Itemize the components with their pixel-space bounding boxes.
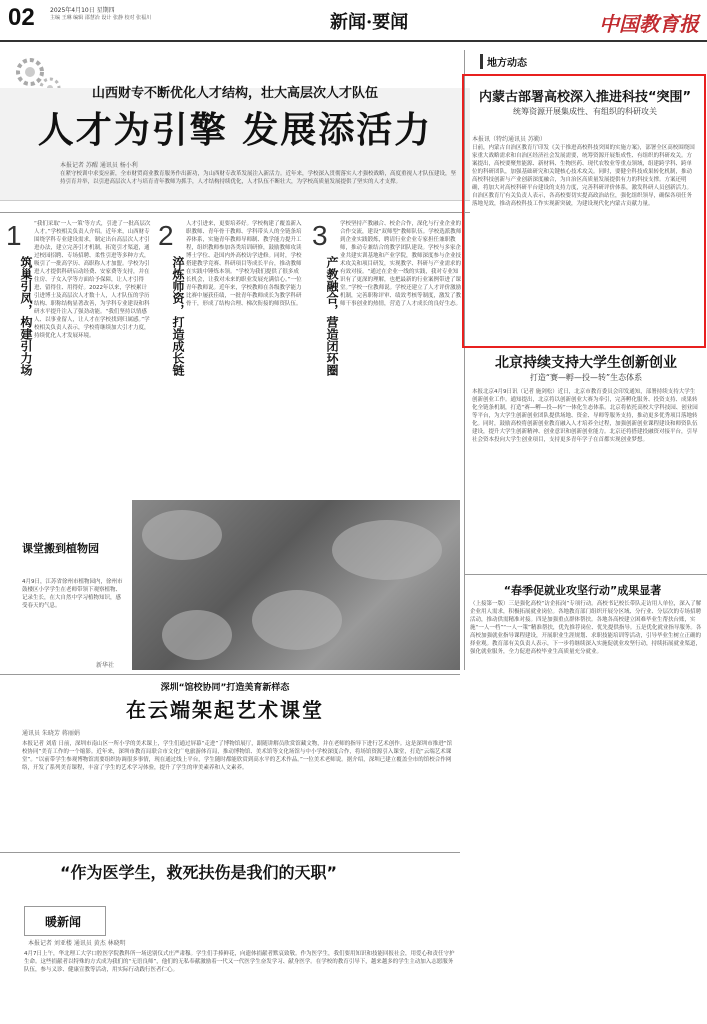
article-title-museum: 在云端架起艺术课堂: [126, 698, 324, 722]
highlight-box: [462, 74, 706, 348]
article-subtitle-beijing: 打造“赛—孵—投—转”生态体系: [529, 373, 643, 382]
main-kicker: 山西财专不断优化人才结构，壮大高层次人才队伍: [91, 86, 378, 101]
editorial-staff: 主编 王琳 编辑 邵慧冶 设计 张静 校对 张福川: [50, 15, 152, 21]
divider: [464, 574, 707, 575]
article-kicker-museum: 深圳“馆校协同”打造美育新样态: [160, 683, 290, 693]
article-title-beijing: 北京持续支持大学生创新创业: [495, 355, 677, 371]
section-number-3: 3: [312, 220, 328, 251]
section-heading-3: 产教融合，营造闭环圈: [325, 256, 339, 376]
photo-credit: 新华社: [96, 662, 115, 669]
section-title: 新闻·要闻: [330, 12, 409, 33]
article-byline-medical: 本报记者 刘亚楼 通讯员 黄杰 林晓明: [28, 940, 126, 947]
article-title-inner-mongolia: 内蒙古部署高校深入推进科技“突围”: [478, 90, 692, 105]
article-byline-inner-mongolia: 本报讯（特约通讯员 苏勤）: [472, 136, 546, 143]
article-text-medical: 4月7日上午，华北理工大学口腔医学院教科所一场送别仪式庄严肃穆。学生们手捧鲜花，向遗体捐献者默哀致敬。作为医学生，我们要用知识和技能回报社会，用爱心和责任守护生命。这些捐献者以特殊的方式成为我们的“无语良师”，他们的无私奉献激励着一代又一代医学生奋发学习、献身医学。在学校的教育引导下，越来越多的学生主动加入志愿服务队伍，参与义诊、健康宣教等活动，用实际行动践行医者仁心。: [24, 951, 455, 973]
main-byline: 本报记者 苏醒 通讯员 杨小利: [60, 162, 138, 169]
column-logo: [24, 906, 106, 936]
main-intro: 在紧守校训中求变应新，全市财贸商业教育服务作出新功，为山西财专改革发展注入新活力。近年来，学校深入贯彻落实人才强校战略，高度重视人才队伍建设，坚持引育并举，以引进高层次人才与培育青年教师为抓手，人才结构持续优化，人才队伍不断壮大，为学校高质量发展提供了坚实的人才支撑。: [60, 171, 457, 185]
divider: [0, 212, 470, 213]
section-number-1: 1: [6, 220, 22, 251]
section-heading-2: 淬炼师资，打造成长链: [171, 256, 185, 376]
article-byline-museum: 通讯员 朱晓芳 蒋丽娟: [22, 730, 80, 737]
column-name: 暖新闻: [45, 915, 82, 929]
masthead: [0, 0, 707, 42]
news-photo: [132, 500, 460, 670]
photo-caption: 4月9日，江苏省徐州市植物园内，徐州市鼓楼区小学学生在老师带领下观察植物、记录生长，在大自然中学习植物知识，感受春天的气息。: [22, 579, 123, 609]
section-text-3: 学校坚持产教融合、校企合作，深化与行业企业的合作交流，建设“双师型”教师队伍。学校选派教师到企业实践锻炼，聘请行业企业专家担任兼职教师，推动专兼结合的教学团队建设。学校与多家企业共建实训基地和产业学院，教师深度参与企业技术攻关和项目研发，实现教学、科研与产业需求的有效对接。“通过在企业一线的实践，我对专业知识有了更深的理解，也把最新的行业案例带进了课堂。”学校一位教师说。学校还建立了人才评价激励机制，完善职称评审、绩效考核等制度，激发了教师干事创业的热情，营造了人才成长的良好生态。: [340, 221, 462, 307]
section-heading-1: 筑巢引凤，构建引力场: [19, 256, 33, 376]
article-text-museum: 本报记者 刘盾 日前，深圳市南山区一所小学的美术课上，学生们通过屏幕“走进”了博物馆展厅，跟随讲解员欣赏馆藏文物，并在老师的指导下进行艺术创作。这是深圳市推进“馆校协同”美育工作的一个缩影。近年来，深圳市教育局联合市文化广电旅游体育局，推动博物馆、美术馆等文化场馆与中小学校深度合作，将场馆资源引入课堂，打造“云端艺术课堂”。“以前带学生参观博物馆需要组织协调很多事情，现在通过线上平台，学生随时都能欣赏到高水平的艺术作品。”一位美术老师说。据介绍，深圳已建立覆盖全市的馆校合作网络，开发了系列美育课程，丰富了学生的艺术学习体验，提升了学生的审美素养和人文素养。: [22, 741, 453, 771]
section-text-2: 人才引进来，更要培养好。学校构建了覆盖新入职教师、青年骨干教师、学科带头人的全链条培养体系，实施青年教师导师制、教学能力提升工程，组织教师参加各类培训研修，鼓励教师攻读博士学位、赴国内外高校访学进修。同时，学校搭建教学竞赛、科研项目等成长平台，推动教师在实践中锤炼本领。“学校为我们提供了很多成长机会，让我对未来的职业发展充满信心。”一位青年教师说。近年来，学校教师在各级教学能力比赛中屡获佳绩，一批青年教师成长为教学科研骨干，形成了结构合理、梯次衔接的师资队伍。: [186, 221, 302, 307]
newspaper-logo: 中国教育报: [599, 12, 699, 36]
main-headline: 人才为引擎 发展添活力: [37, 109, 433, 151]
divider: [0, 852, 460, 853]
section-label-local: 地方动态: [480, 54, 527, 69]
article-text-spring: （上接第一版）三是强化高校“访企拓岗”专项行动。高校书记校长带队走访用人单位，深入了解企业用人需求，积极拓展就业岗位。各地教育部门组织开展分区域、分行业、分层次的专场招聘活动，推动供需精准对接。四是加强重点群体帮扶。各地各高校建立困难毕业生帮扶台账，实施“一人一档”“一人一策”精准帮扶，优先推荐岗位、优先提供指导。五是优化就业指导服务。各高校加强就业指导课程建设，开展职业生涯规划、求职技能培训等活动，引导毕业生树立正确的择业观。教育部有关负责人表示，下一步将继续深入实施促就业攻坚行动，持续拓展就业渠道，强化就业服务，全力促进高校毕业生高质量充分就业。: [470, 601, 702, 655]
article-text-inner-mongolia: 日前，内蒙古自治区教育厅印发《关于推进高校科技突围的实施方案》，部署全区高校围绕国家重大战略需求和自治区经济社会发展需要，统筹资源开展集成性、有组织的科研攻关。方案提出，高校要聚焦能源、新材料、生物医药、现代农牧业等重点领域，组建跨学科、跨单位的科研团队，加强基础研究和关键核心技术攻关。同时，要健全科技成果转化机制，推动高校科技创新与产业创新深度融合，为自治区高质量发展提供有力的科技支撑。方案还明确，将加大对高校科研平台建设的支持力度，完善科研评价体系，激发科研人员创新活力。自治区教育厅有关负责人表示，各高校要切实提高政治站位，强化组织领导，确保各项任务落地见效，推动高校科技工作实现新突破，为建设现代化内蒙古贡献力量。: [472, 145, 695, 207]
issue-date: 2025年4月10日 星期四: [50, 7, 115, 14]
article-title-spring: “春季促就业攻坚行动”成果显著: [503, 584, 662, 597]
article-title-medical: “作为医学生，救死扶伤是我们的天职”: [60, 863, 338, 882]
main-feature: [0, 42, 470, 572]
article-subtitle-inner-mongolia: 统筹资源开展集成性、有组织的科研攻关: [513, 107, 657, 116]
photo-title: 课堂搬到植物园: [22, 542, 99, 555]
page-number: 02: [8, 4, 35, 31]
divider: [0, 674, 460, 675]
section-text-1: “我们采取‘一人一策’等方式，引进了一批高层次人才。”学校相关负责人介绍。近年来，山西财专围绕学科专业建设需求，制定出台高层次人才引进办法，建立完善引才机制，拓宽引才渠道，通过校园招聘、专场招聘、柔性引进等多种方式，吸引了一批高学历、高职称人才加盟。学校为引进人才提供科研启动经费、安家费等支持，并在住房、子女入学等方面给予保障，让人才引得进、留得住、用得好。2022年以来，学校累计引进博士及高层次人才数十人，人才队伍的学历结构、职称结构显著改善，为学科专业建设和科研水平提升注入了强劲动能。“我们坚持以情感人、以事业留人，让人才在学校找到归属感。”学校相关负责人表示，学校将继续加大引才力度，持续优化人才发展环境。: [34, 221, 151, 339]
section-number-2: 2: [158, 220, 174, 251]
article-text-beijing: 本报北京4月9日讯（记者 施剑松）近日，北京市教育委员会印发通知，部署持续支持大学生创新创业工作。通知提出，北京将以创新创业大赛为牵引，完善孵化服务、投资支持、成果转化全链条机制，打造“赛—孵—投—转”一体化生态体系。北京将依托高校大学科技园、创业园等平台，为大学生创新创业团队提供场地、资金、导师等服务支持，推动更多优秀项目落地转化。同时，鼓励高校将创新创业教育融入人才培养全过程，加强创新创业课程建设和师资队伍建设，提升大学生创新精神、创业意识和创新创业能力。北京还将搭建投融资对接平台，引导社会资本投向大学生创业项目，支持更多青年学子在首都实现创业梦想。: [472, 389, 698, 443]
